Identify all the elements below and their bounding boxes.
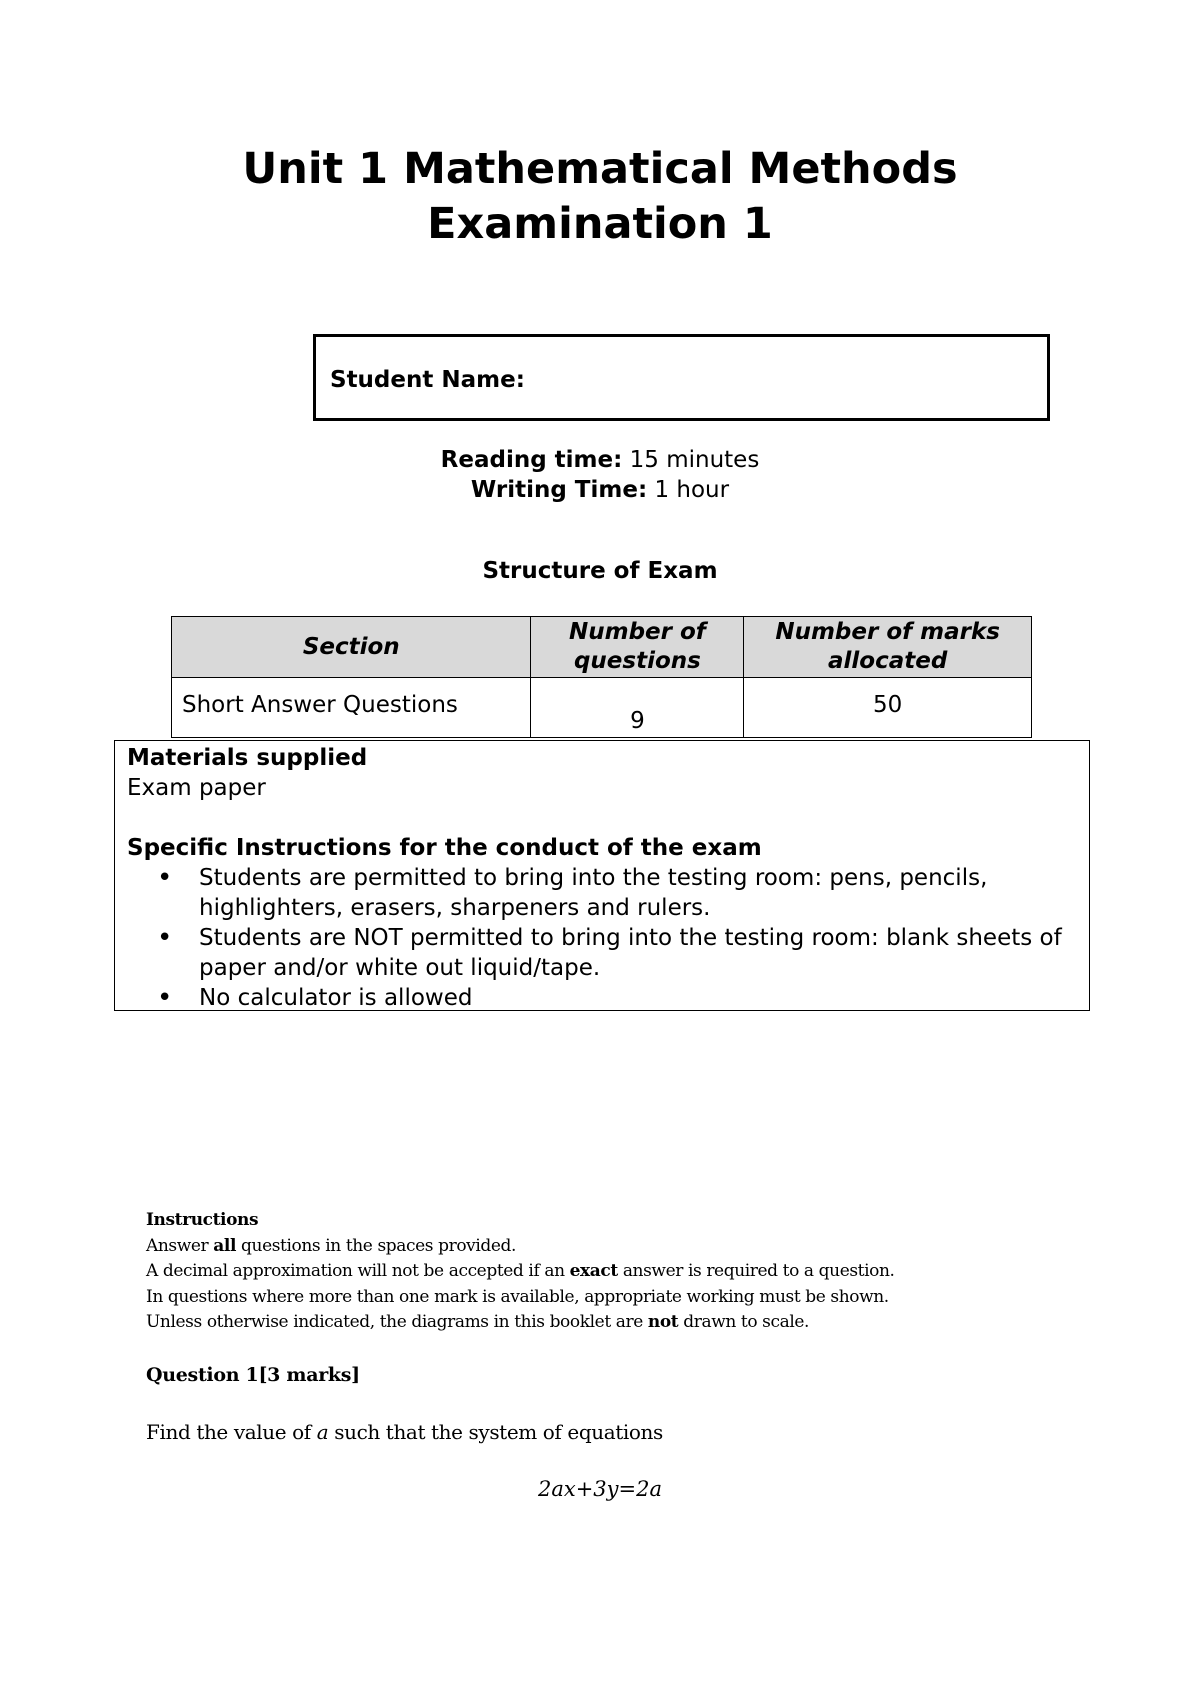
text-fragment: questions in the spaces provided. <box>236 1235 517 1256</box>
cell-questions: 9 <box>531 678 744 738</box>
text-fragment: such that the system of equations <box>328 1420 663 1444</box>
text-fragment: answer is required to a question. <box>617 1261 895 1281</box>
instruction-line <box>146 1259 1106 1285</box>
text-fragment: Unless otherwise indicated, the diagrams in this booklet are <box>146 1312 648 1332</box>
emphasis: not <box>647 1312 679 1332</box>
question1-text <box>146 1420 663 1444</box>
specific-instructions-heading: Specific Instructions for the conduct of the exam <box>127 835 762 861</box>
header-marks: Number of marks allocated <box>744 617 1032 678</box>
structure-title: Structure of Exam <box>482 558 718 584</box>
cell-section: Short Answer Questions <box>172 678 531 738</box>
writing-time-label: Writing Time: <box>470 477 648 503</box>
student-name-box[interactable] <box>313 334 1050 421</box>
instruction-line <box>146 1310 1106 1336</box>
table-row <box>172 678 1032 738</box>
instruction-line <box>146 1234 1106 1260</box>
writing-time <box>0 475 1200 505</box>
text-fragment: A decimal approximation will not be accepted if an <box>146 1261 570 1281</box>
emphasis: all <box>213 1235 237 1256</box>
instruction-line: In questions where more than one mark is available, appropriate working must be shown. <box>146 1286 889 1307</box>
text-fragment: drawn to scale. <box>678 1312 810 1332</box>
list-item: • No calculator is allowed <box>199 983 1077 1013</box>
reading-time-label: Reading time: <box>440 447 623 473</box>
materials-heading: Materials supplied <box>127 745 368 771</box>
instructions-heading: Instructions <box>146 1210 259 1230</box>
question1-equation: 2ax+3y=2a <box>537 1477 663 1501</box>
general-instructions <box>146 1208 1106 1336</box>
structure-table <box>171 616 1032 738</box>
exam-title <box>0 142 1200 252</box>
structure-header-row <box>172 617 1032 678</box>
timing-block <box>0 445 1200 505</box>
exam-title-line2: Examination 1 <box>427 199 773 249</box>
student-name-label: Student Name: <box>330 367 525 393</box>
writing-time-value: 1 hour <box>654 477 730 503</box>
exam-title-line1: Unit 1 Mathematical Methods <box>242 144 958 194</box>
header-questions: Number of questions <box>531 617 744 678</box>
list-item: • Students are permitted to bring into the testing room: pens, pencils, highlighters, erasers, sharpeners and rulers. <box>199 863 1077 923</box>
cell-marks: 50 <box>744 678 1032 738</box>
materials-item: Exam paper <box>127 775 266 801</box>
math-variable: a <box>316 1420 329 1444</box>
emphasis: exact <box>569 1261 618 1281</box>
question1-heading: Question 1[3 marks] <box>146 1364 360 1386</box>
text-fragment: Find the value of <box>146 1420 317 1444</box>
text-fragment: Answer <box>146 1235 214 1256</box>
reading-time-value: 15 minutes <box>629 447 760 473</box>
instruction-list <box>127 863 1077 1013</box>
materials-box <box>114 740 1090 1011</box>
list-item: • Students are NOT permitted to bring into the testing room: blank sheets of paper and/or white out liquid/tape. <box>199 923 1077 983</box>
reading-time <box>0 445 1200 475</box>
header-section: Section <box>172 617 531 678</box>
